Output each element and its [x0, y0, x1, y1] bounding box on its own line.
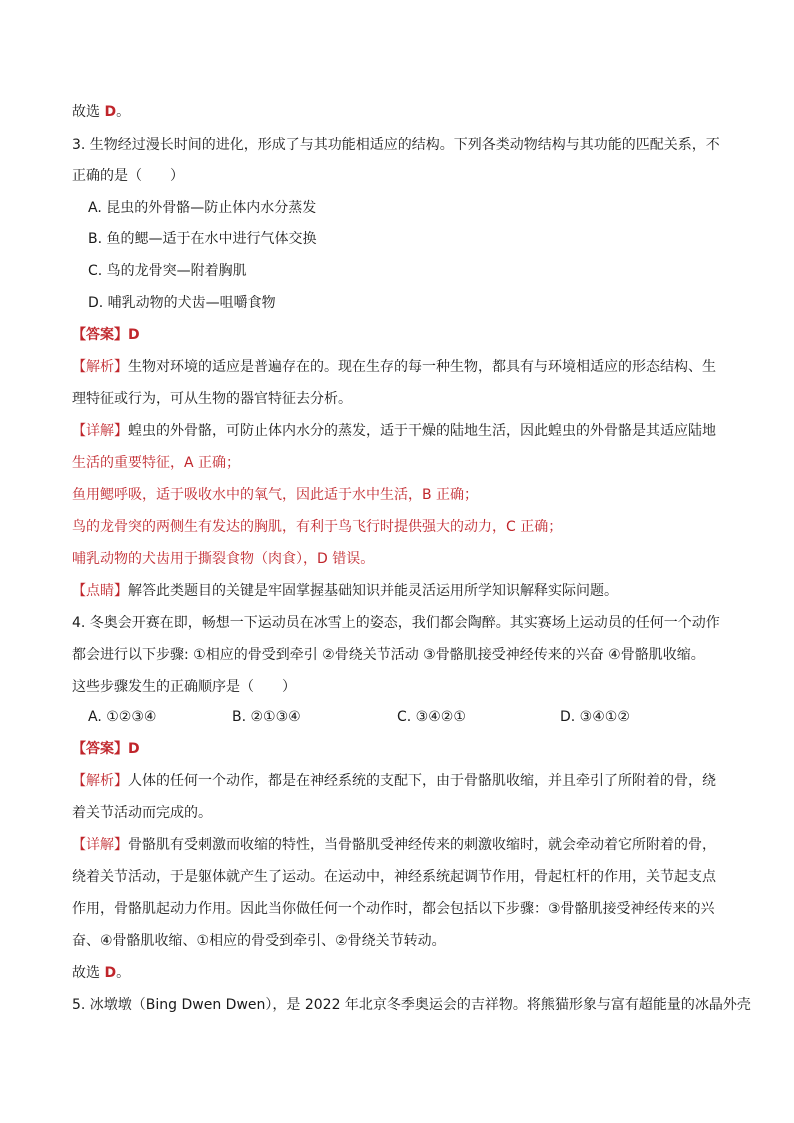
q3-option-c: C. 鸟的龙骨突—附着胸肌: [88, 263, 247, 279]
q3-answer: 【答案】D: [72, 327, 140, 343]
q3-comment: 【点睛】解答此类题目的关键是牢固掌握基础知识并能灵活运用所学知识解释实际问题。: [72, 583, 618, 599]
q3-detail-tag: 【详解】: [72, 423, 128, 439]
q4-answer: 【答案】D: [72, 741, 140, 757]
q4-options-row: [72, 706, 732, 728]
q3-detail-line-2: 生活的重要特征，A 正确；: [72, 455, 241, 471]
q4-option-a: A. ①②③④: [88, 709, 157, 725]
q4-option-d: D. ③④①②: [560, 709, 630, 725]
q4-option-c: C. ③④②①: [397, 709, 466, 725]
q3-option-a: A. 昆虫的外骨骼—防止体内水分蒸发: [88, 200, 317, 216]
q4-detail-tag: 【详解】: [72, 837, 128, 853]
q3-stem-line-2: 正确的是（ ）: [72, 168, 184, 184]
q4-analysis-line-1: 【解析】人体的任何一个动作，都是在神经系统的支配下，由于骨骼肌收缩，并且牵引了所附着的骨，绕: [72, 773, 716, 789]
q4-detail-line-1: 【详解】骨骼肌有受刺激而收缩的特性，当骨骼肌受神经传来的刺激收缩时，就会牵动着它所附着的骨，: [72, 837, 716, 853]
q3-detail-line-5: 哺乳动物的犬齿用于撕裂食物（肉食），D 错误。: [72, 551, 375, 567]
q4-stem-line-1: 4. 冬奥会开赛在即，畅想一下运动员在冰雪上的姿态，我们都会陶醉。其实赛场上运动员的任何一个动作: [72, 615, 720, 631]
q3-comment-tag: 【点睛】: [72, 583, 128, 599]
q4-final-answer-letter: D: [104, 965, 117, 981]
q3-detail-line-1: 【详解】蝗虫的外骨骼，可防止体内水分的蒸发，适于干燥的陆地生活，因此蝗虫的外骨骼是其适应陆地: [72, 423, 716, 439]
q3-analysis-line-2: 理特征或行为，可从生物的器官特征去分析。: [72, 391, 352, 407]
q4-final-answer-line: 故选 D。: [72, 965, 131, 981]
q4-detail-line-3: 作用，骨骼肌起动力作用。因此当你做任何一个动作时，都会包括以下步骤：③骨骼肌接受神经传来的兴: [72, 901, 715, 917]
q4-option-b: B. ②①③④: [232, 709, 301, 725]
q4-detail-line-2: 绕着关节活动，于是躯体就产生了运动。在运动中，神经系统起调节作用，骨起杠杆的作用，关节起支点: [72, 869, 716, 885]
q3-option-b: B. 鱼的鳃—适于在水中进行气体交换: [88, 231, 317, 247]
previous-answer-line: 故选 D。: [72, 104, 131, 120]
q4-detail-line-4: 奋、④骨骼肌收缩、①相应的骨受到牵引、②骨绕关节转动。: [72, 933, 446, 949]
q3-detail-line-3: 鱼用鳃呼吸，适于吸收水中的氧气，因此适于水中生活，B 正确；: [72, 487, 479, 503]
previous-answer-letter: D: [104, 104, 117, 120]
q3-option-d: D. 哺乳动物的犬齿—咀嚼食物: [88, 295, 276, 311]
q4-analysis-tag: 【解析】: [72, 773, 128, 789]
q5-stem-line-1: 5. 冰墩墩（Bing Dwen Dwen），是 2022 年北京冬季奥运会的吉祥物。将熊猫形象与富有超能量的冰晶外壳: [72, 997, 751, 1013]
q4-stem-line-3: 这些步骤发生的正确顺序是（ ）: [72, 679, 296, 695]
q4-stem-line-2: 都会进行以下步骤: ①相应的骨受到牵引 ②骨绕关节活动 ③骨骼肌接受神经传来的兴奋 ④骨骼肌收缩。: [72, 647, 705, 663]
q4-analysis-line-2: 着关节活动而完成的。: [72, 805, 212, 821]
q3-analysis-line-1: 【解析】生物对环境的适应是普遍存在的。现在生存的每一种生物，都具有与环境相适应的形态结构、生: [72, 359, 716, 375]
q3-detail-line-4: 鸟的龙骨突的两侧生有发达的胸肌，有利于鸟飞行时提供强大的动力，C 正确；: [72, 519, 563, 535]
q3-stem-line-1: 3. 生物经过漫长时间的进化，形成了与其功能相适应的结构。下列各类动物结构与其功能的匹配关系，不: [72, 137, 720, 153]
q3-analysis-tag: 【解析】: [72, 359, 128, 375]
